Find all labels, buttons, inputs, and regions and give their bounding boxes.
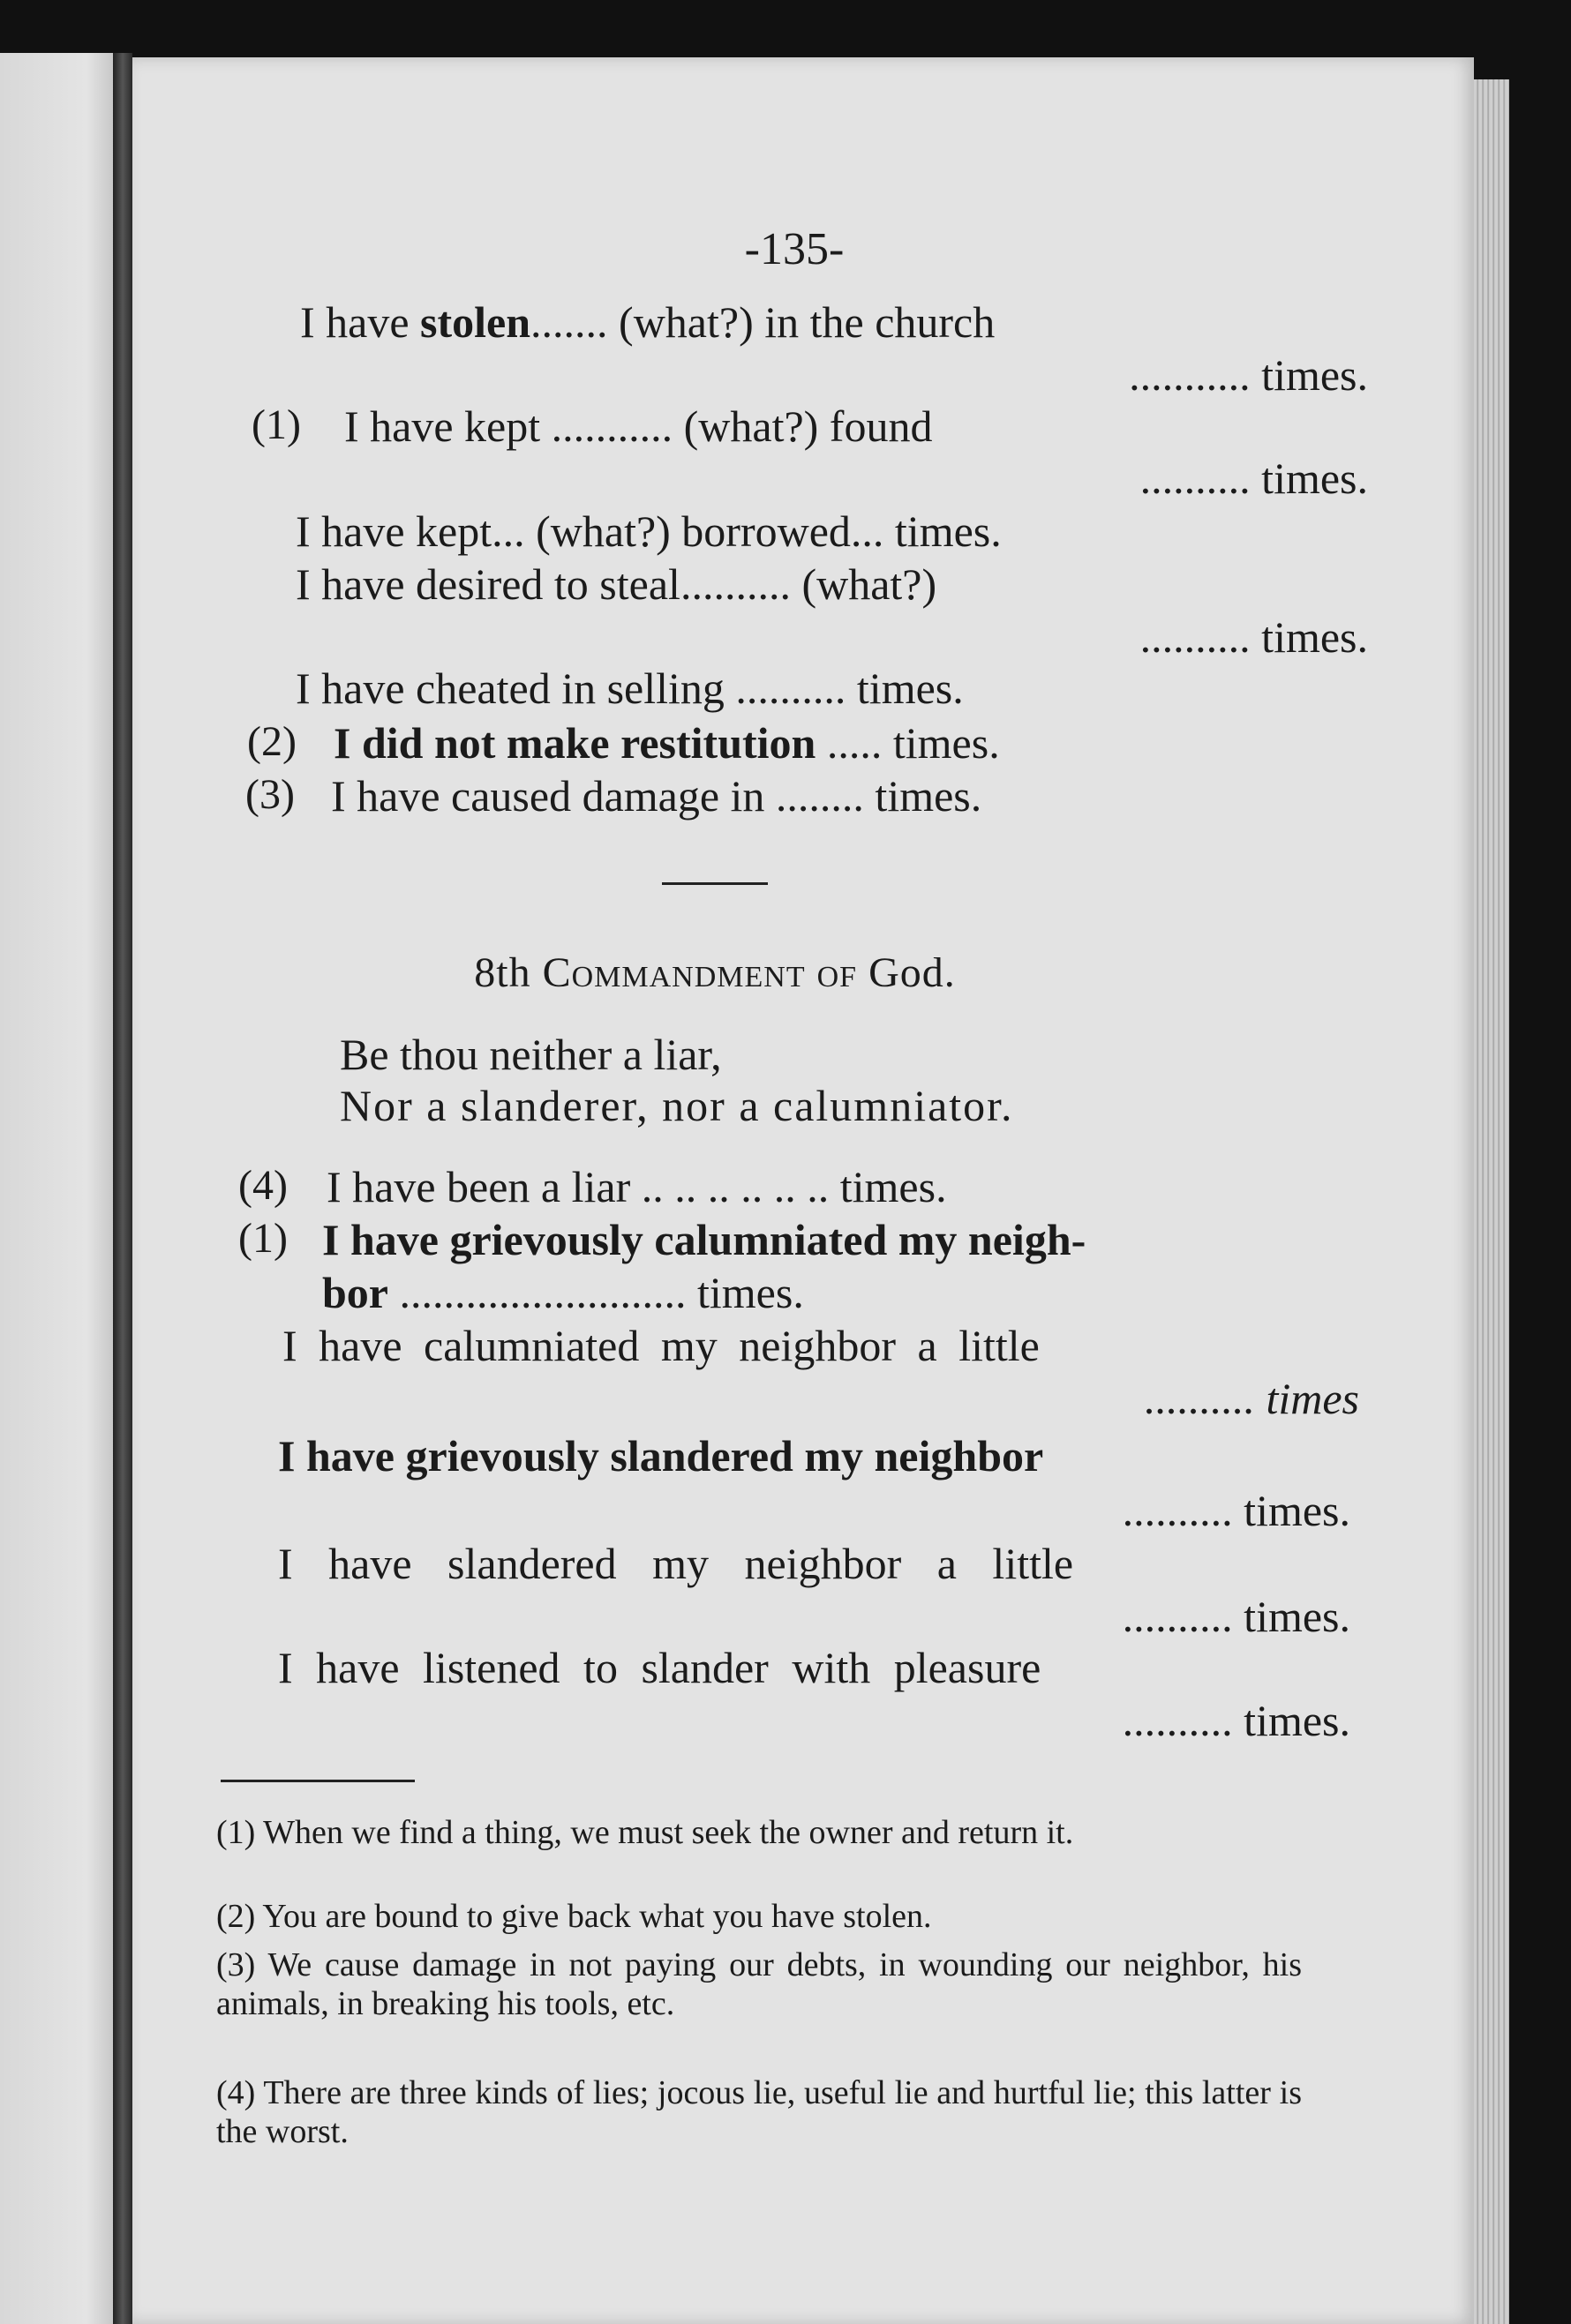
entry-calumniated-little-times: .......... times: [1144, 1374, 1359, 1423]
entry-restitution-tail: ..... times.: [816, 718, 1000, 768]
footnote-1: [216, 1813, 1302, 1852]
footnote-4-number: (4): [216, 2074, 256, 2111]
entry-calumniated-grievously-marker: (1): [238, 1215, 288, 1262]
verse-line-1: Be thou neither a liar,: [340, 1030, 722, 1079]
entry-kept-found: I have kept ........... (what?) found: [344, 401, 933, 451]
entry-calumniated-grievously-cont-bold: bor: [322, 1268, 388, 1317]
entry-restitution-bold: I did not make restitution: [334, 718, 816, 768]
entry-restitution: [334, 718, 1000, 768]
entry-listened-slander-times: .......... times.: [1122, 1696, 1350, 1745]
entry-stolen-bold: stolen: [420, 297, 531, 347]
entry-damage-marker: (3): [245, 771, 295, 818]
heading-word-commandment: Commandment: [542, 949, 806, 996]
left-page-edge: [0, 53, 124, 2324]
book-spine: [113, 53, 132, 2324]
commandment-heading: [132, 948, 1297, 997]
entry-desired-steal-times: .......... times.: [1139, 612, 1368, 662]
entry-slandered-little: I have slandered my neighbor a little: [278, 1539, 1074, 1588]
verse-line-2: Nor a slanderer, nor a calumniator.: [340, 1081, 1014, 1130]
page-stack-edge: [1474, 79, 1509, 2324]
entry-calumniated-grievously-cont-tail: .......................... times.: [388, 1268, 804, 1317]
footnote-3-text: We cause damage in not paying our debts, in wounding our neighbor, his animals, in breaking his tools, etc.: [216, 1946, 1302, 2022]
entry-kept-borrowed: I have kept... (what?) borrowed... times.: [296, 506, 1002, 556]
footnote-2-text: You are bound to give back what you have stolen.: [262, 1898, 932, 1935]
entry-desired-steal: I have desired to steal.......... (what?): [296, 559, 937, 609]
footnote-2-number: (2): [216, 1898, 256, 1935]
footnote-4-text: There are three kinds of lies; jocous lie, useful lie and hurtful lie; this latter is the worst.: [216, 2074, 1302, 2150]
entry-slandered-little-times: .......... times.: [1122, 1592, 1350, 1641]
footnote-4: [216, 2073, 1302, 2151]
heading-word-god: God.: [868, 949, 956, 996]
entry-calumniated-little: I have calumniated my neighbor a little: [282, 1321, 1040, 1370]
heading-word-of: of: [816, 949, 858, 996]
entry-liar: I have been a liar .. .. .. .. .. .. times.: [327, 1162, 947, 1211]
book-page: [132, 57, 1474, 2324]
heading-number: 8th: [474, 949, 531, 996]
entry-stolen-prefix: I have: [300, 297, 421, 347]
entry-stolen: [300, 297, 996, 347]
entry-cheated: I have cheated in selling .......... times.: [296, 663, 964, 713]
entry-calumniated-grievously-cont: [322, 1268, 804, 1317]
footnote-1-number: (1): [216, 1814, 256, 1851]
entry-stolen-times: ........... times.: [1129, 350, 1368, 400]
entry-liar-marker: (4): [238, 1162, 288, 1209]
footnote-3-number: (3): [216, 1946, 256, 1983]
entry-kept-found-times: .......... times.: [1139, 454, 1368, 503]
entry-kept-found-marker: (1): [252, 401, 301, 448]
entry-slandered-grievously: I have grievously slandered my neighbor: [278, 1431, 1044, 1481]
page-number: -135-: [744, 224, 845, 274]
footnote-2: [216, 1897, 1302, 1936]
footnote-1-text: When we find a thing, we must seek the owner and return it.: [263, 1814, 1074, 1851]
entry-listened-slander: I have listened to slander with pleasure: [278, 1643, 1041, 1692]
entry-calumniated-grievously: I have grievously calumniated my neigh-: [322, 1215, 1086, 1264]
footnote-rule: [221, 1780, 415, 1782]
entry-slandered-grievously-times: .......... times.: [1122, 1486, 1350, 1535]
page-text: [132, 57, 1474, 2324]
entry-restitution-marker: (2): [247, 718, 297, 765]
entry-damage: I have caused damage in ........ times.: [331, 771, 982, 821]
entry-stolen-suffix: ....... (what?) in the church: [530, 297, 996, 347]
footnote-3: [216, 1945, 1302, 2023]
section-divider: [662, 882, 768, 885]
